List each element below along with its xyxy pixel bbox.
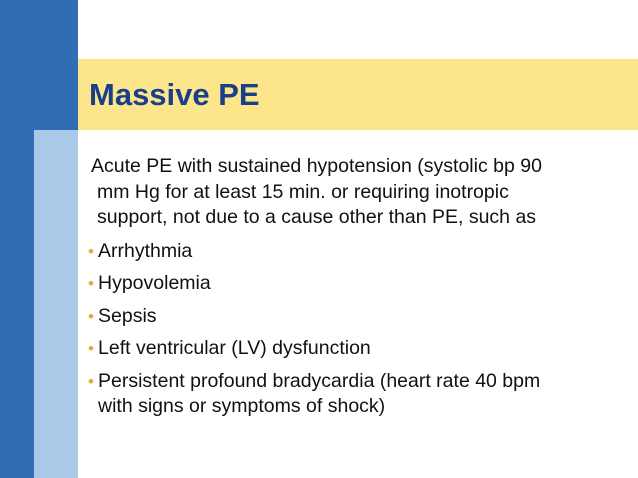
bullet-text: Left ventricular (LV) dysfunction — [98, 337, 371, 359]
bullet-dot-icon: • — [88, 274, 94, 293]
bullet-item — [88, 271, 628, 297]
bullet-dot-icon: • — [88, 371, 94, 391]
bullet-dot-icon: • — [88, 339, 94, 358]
bullet-list — [88, 239, 628, 420]
bullet-dot-icon: • — [88, 241, 94, 261]
bullet-item — [88, 336, 628, 362]
bullet-dot-icon: • — [88, 306, 94, 326]
bullet-text: Arrhythmia — [98, 239, 193, 262]
bullet-item — [88, 239, 628, 265]
intro-line: support, not due to a cause other than PE, such as — [97, 206, 537, 228]
bullet-item — [88, 304, 628, 330]
bullet-text-continuation: with signs or symptoms of shock) — [98, 395, 386, 417]
intro-line: Acute PE with sustained hypotension (systolic bp 90 — [91, 155, 542, 177]
intro-paragraph — [88, 154, 628, 231]
left-accent-bar-top — [0, 0, 78, 130]
bullet-item — [88, 369, 628, 420]
bullet-text: Sepsis — [98, 304, 157, 327]
slide-body — [88, 154, 628, 427]
bullet-text: Hypovolemia — [98, 272, 211, 294]
intro-line: mm Hg for at least 15 min. or requiring inotropic — [97, 180, 509, 203]
bullet-text: Persistent profound bradycardia (heart rate 40 bpm — [98, 369, 541, 392]
slide-title: Massive PE — [89, 77, 260, 112]
left-accent-bar-bottom — [0, 130, 34, 478]
